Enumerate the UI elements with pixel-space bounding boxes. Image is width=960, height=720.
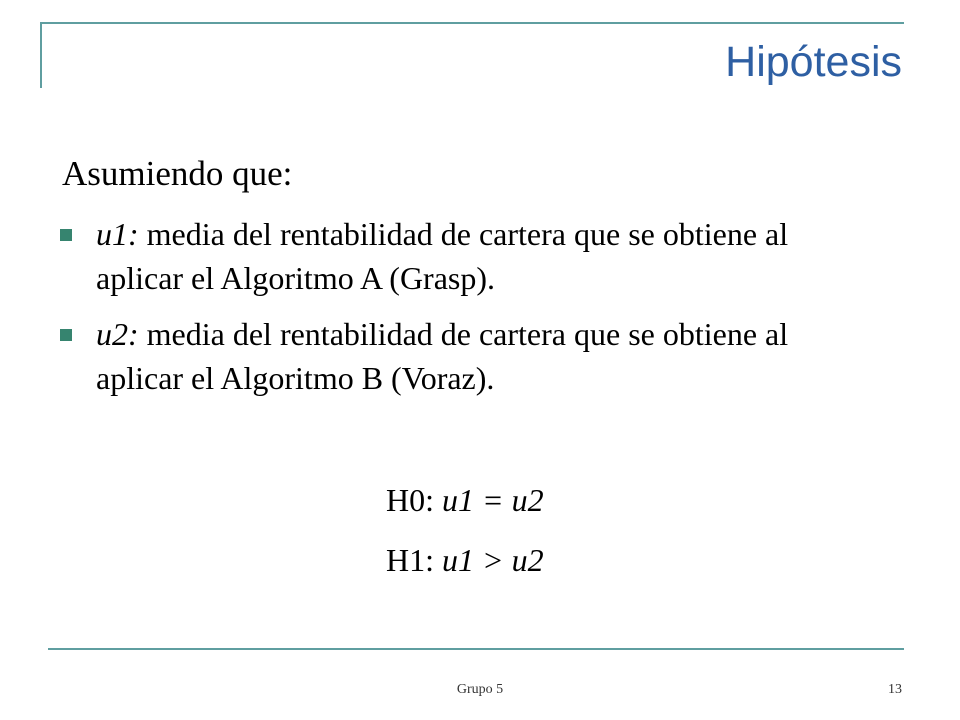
bullet-text: media del rentabilidad de cartera que se obtiene al aplicar el Algoritmo B (Voraz). xyxy=(96,316,789,396)
square-bullet-icon xyxy=(60,229,72,241)
hypothesis-null xyxy=(386,480,544,520)
frame-bottom-line xyxy=(48,648,904,650)
variable-name: u2: xyxy=(96,316,139,352)
bullet-text: media del rentabilidad de cartera que se obtiene al aplicar el Algoritmo A (Grasp). xyxy=(96,216,789,296)
hypothesis-alternative xyxy=(386,540,544,580)
frame-left-line xyxy=(40,22,42,88)
page-number: 13 xyxy=(888,682,902,697)
list-item xyxy=(60,212,880,300)
square-bullet-icon xyxy=(60,329,72,341)
list-item xyxy=(60,312,880,400)
variable-name: u1: xyxy=(96,216,139,252)
footer-group: Grupo 5 xyxy=(456,682,504,697)
lead-text: Asumiendo que: xyxy=(62,154,293,193)
hypothesis-expression: u1 = u2 xyxy=(442,482,544,518)
hypothesis-expression: u1 > u2 xyxy=(442,542,544,578)
slide-title: Hipótesis xyxy=(725,38,902,86)
bullet-list xyxy=(60,212,880,412)
hypothesis-label: H0: xyxy=(386,482,442,518)
frame-top-line xyxy=(40,22,904,24)
hypothesis-label: H1: xyxy=(386,542,442,578)
